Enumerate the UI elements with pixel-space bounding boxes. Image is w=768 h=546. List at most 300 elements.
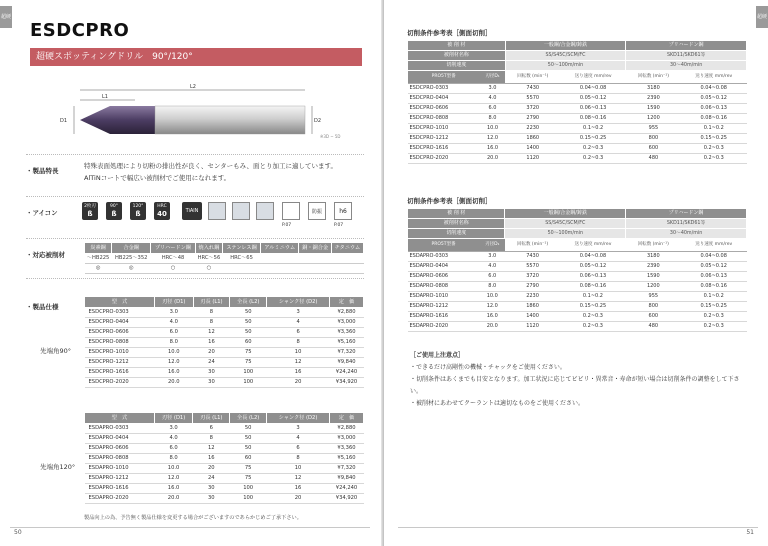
- table-cell: ¥9,840: [330, 358, 364, 368]
- table-cell: 10.0: [154, 464, 193, 474]
- cutting-table-title: 切削条件参考表［側面切削］: [407, 29, 492, 37]
- table-row: [85, 378, 364, 388]
- table-cell: 16.0: [154, 484, 193, 494]
- table-row: [85, 368, 364, 378]
- table-row: [408, 272, 747, 282]
- table-cell: 0.2~0.3: [681, 144, 746, 154]
- table-row: [408, 282, 747, 292]
- table-cell: 2390: [626, 94, 681, 104]
- table-cell: ESDAPRO-2020: [408, 322, 480, 332]
- table-row: [408, 252, 747, 262]
- column-header: 50～100m/min: [505, 61, 626, 71]
- page-number: 51: [746, 529, 754, 536]
- table-row: [408, 84, 747, 94]
- column-header: プリハードン鋼: [626, 41, 747, 51]
- suitability-row: ◎ ◎ ○ ○: [85, 264, 364, 274]
- table-cell: 20.0: [154, 494, 193, 504]
- notice-line: ・被削材にあわせてクーラントは適切なものをご使用ください。: [410, 400, 585, 407]
- table-row: [408, 292, 747, 302]
- table-cell: 12.0: [480, 302, 505, 312]
- table-cell: ¥9,840: [329, 474, 363, 484]
- table-cell: 100: [230, 378, 267, 388]
- table-cell: ESDCPRO-0404: [408, 94, 480, 104]
- column-header: 切削速度: [408, 229, 505, 239]
- table-cell: ESDCPRO-1212: [85, 358, 155, 368]
- table-cell: ¥34,920: [330, 378, 364, 388]
- table-cell: 0.08~0.16: [681, 114, 746, 124]
- table-row: [85, 318, 364, 328]
- table-row: [85, 474, 364, 484]
- table-cell: 0.08~0.16: [560, 282, 626, 292]
- drill-tip: [80, 106, 155, 134]
- coating-icon: TiAlN: [182, 202, 202, 220]
- table-cell: 3180: [626, 252, 681, 262]
- table-cell: 3: [267, 308, 330, 318]
- table-cell: 1120: [505, 154, 560, 164]
- table-row: [408, 154, 747, 164]
- table-cell: 0.2~0.3: [560, 154, 625, 164]
- column-header: シャンク径 (D2): [267, 297, 330, 308]
- column-header: 被削材名称: [408, 219, 505, 229]
- table-cell: 0.1~0.2: [681, 292, 747, 302]
- table-cell: 20: [267, 494, 330, 504]
- page-ref: P.07: [282, 223, 292, 228]
- table-cell: ESDCPRO-0303: [408, 84, 480, 94]
- table-cell: 30: [193, 368, 230, 378]
- notice-title: ［ご使用上注意点］: [410, 352, 465, 359]
- column-header: 刃径D₁: [480, 239, 505, 252]
- table-row: [408, 322, 747, 332]
- table-row: [85, 424, 364, 434]
- table-cell: 1200: [626, 114, 681, 124]
- table-row: [408, 104, 747, 114]
- table-row: [85, 348, 364, 358]
- table-cell: 0.1~0.2: [560, 124, 625, 134]
- table-cell: 8.0: [480, 282, 505, 292]
- notice-line: ・切削条件はあくまでも目安となります。加工状況に応じてビビリ・異常音・寿命が短い場合は切削条件の調整をして下さい。: [410, 376, 740, 395]
- table-cell: ESDCPRO-2020: [85, 378, 155, 388]
- table-cell: 1860: [505, 302, 560, 312]
- table-cell: 12: [267, 474, 330, 484]
- angle-90-icon: 90° ß: [106, 202, 122, 220]
- table-cell: 0.1~0.2: [560, 292, 626, 302]
- table-cell: 0.08~0.16: [560, 114, 625, 124]
- divider: [26, 278, 364, 279]
- table-cell: 0.04~0.08: [681, 252, 747, 262]
- column-header: 切削速度: [408, 61, 506, 71]
- table-cell: 1590: [626, 104, 681, 114]
- table-cell: 0.2~0.3: [681, 312, 747, 322]
- cutting-table-title: 切削条件参考表［側面切削］: [407, 197, 492, 205]
- centering-icon: [256, 202, 274, 220]
- table-cell: 4.0: [154, 434, 193, 444]
- table-cell: ESDAPRO-1010: [85, 464, 155, 474]
- column-header: 回転数 (min⁻¹): [626, 71, 681, 84]
- table-cell: 0.08~0.16: [681, 282, 747, 292]
- table-cell: 50: [230, 308, 267, 318]
- table-cell: 0.15~0.25: [560, 134, 625, 144]
- chamfer-icon: [208, 202, 226, 220]
- feature-line: AlTiNコートで幅広い被削材でご使用になれます。: [84, 174, 231, 182]
- table-cell: 0.04~0.08: [560, 84, 625, 94]
- table-cell: 6.0: [154, 444, 193, 454]
- column-header: 回転数 (min⁻¹): [505, 71, 560, 84]
- table-cell: ESDCPRO-2020: [408, 154, 480, 164]
- table-cell: 0.2~0.3: [681, 154, 746, 164]
- table-cell: 3.0: [154, 308, 193, 318]
- table-cell: 0.15~0.25: [681, 302, 747, 312]
- footer-line: [10, 527, 370, 528]
- table-cell: ¥3,360: [329, 444, 363, 454]
- table-cell: 8: [193, 434, 230, 444]
- table-row: [408, 312, 747, 322]
- vibration-icon: 防振: [308, 202, 326, 220]
- table-cell: 5570: [505, 262, 560, 272]
- category-tab: 超硬: [756, 6, 768, 28]
- flute-count-icon: 2枚刃 ß: [82, 202, 98, 220]
- table-cell: 16.0: [154, 368, 193, 378]
- table-cell: ¥3,000: [329, 434, 363, 444]
- table-cell: ESDCPRO-0606: [85, 328, 155, 338]
- angle-120-label: 先端角120°: [40, 463, 76, 471]
- divider: [26, 154, 364, 155]
- column-header: プリハードン鋼: [626, 209, 747, 219]
- product-title: ESDCPRO: [30, 20, 130, 41]
- table-cell: ESDAPRO-0808: [408, 282, 480, 292]
- table-cell: 75: [230, 348, 267, 358]
- table-cell: 10.0: [480, 124, 505, 134]
- table-row: [408, 94, 747, 104]
- table-row: [85, 464, 364, 474]
- spot-drill-icon: [232, 202, 250, 220]
- cutting-table-2: [407, 208, 747, 332]
- table-cell: ¥7,320: [329, 464, 363, 474]
- tool-drawing: [60, 78, 360, 148]
- table-cell: ESDCPRO-1616: [85, 368, 155, 378]
- table-cell: ESDCPRO-1010: [408, 124, 480, 134]
- table-cell: 16: [193, 454, 230, 464]
- table-cell: 3: [267, 424, 330, 434]
- material-header: アルミニウム: [261, 243, 299, 254]
- notice-line: ・できるだけ高剛性の機械・チャックをご使用ください。: [410, 364, 566, 371]
- material-header: 銅・銅合金: [299, 243, 331, 254]
- table-cell: 8.0: [480, 114, 505, 124]
- features-heading: ・ 製品特長: [26, 166, 59, 175]
- table-cell: 1860: [505, 134, 560, 144]
- table-cell: 20.0: [480, 154, 505, 164]
- footnote: 製品向上の為、予告無く製品仕様を変更する場合がございますのであらかじめご了承下さい。: [84, 515, 302, 521]
- table-cell: 0.05~0.12: [560, 262, 626, 272]
- usage-notice: [410, 350, 750, 410]
- table-row: [85, 308, 364, 318]
- table-cell: 7430: [505, 252, 560, 262]
- table-cell: 20: [193, 464, 230, 474]
- divider: [26, 196, 364, 197]
- table-cell: 16.0: [480, 312, 505, 322]
- angle-120-icon: 120° ß: [130, 202, 146, 220]
- column-header: 被削材名称: [408, 51, 506, 61]
- table-cell: 1400: [505, 144, 560, 154]
- table-cell: 50: [230, 424, 267, 434]
- table-cell: ESDAPRO-0808: [85, 454, 155, 464]
- table-cell: 30: [193, 378, 230, 388]
- table-cell: 60: [230, 454, 267, 464]
- table-cell: 12: [193, 328, 230, 338]
- table-cell: ESDAPRO-1616: [408, 312, 480, 322]
- table-cell: 30: [193, 484, 230, 494]
- speed-row: [408, 229, 747, 239]
- table-cell: 4.0: [154, 318, 193, 328]
- table-cell: 3720: [505, 272, 560, 282]
- icons-heading: ・ アイコン: [26, 208, 58, 217]
- table-cell: 0.05~0.12: [560, 94, 625, 104]
- table-cell: 30: [193, 494, 230, 504]
- table-cell: ESDCPRO-0808: [85, 338, 155, 348]
- table-cell: ESDCPRO-1212: [408, 134, 480, 144]
- table-cell: ESDAPRO-1010: [408, 292, 480, 302]
- table-cell: 20: [193, 348, 230, 358]
- table-cell: 75: [230, 464, 267, 474]
- table-row: [408, 134, 747, 144]
- feature-line: 特殊表面処理により切粉の排出性が良く、センターもみ、面とり加工に適しています。: [84, 162, 337, 170]
- table-cell: 12.0: [154, 474, 193, 484]
- table-cell: 4: [267, 318, 330, 328]
- l2-label: L2: [190, 84, 196, 90]
- column-header: 刃長 (L1): [193, 297, 230, 308]
- column-header: 被 削 材: [408, 41, 506, 51]
- divider: [26, 238, 364, 239]
- column-header: SKD11/SKD61等: [626, 51, 747, 61]
- table-cell: 50: [230, 434, 267, 444]
- table-row: [408, 302, 747, 312]
- table-cell: 8: [267, 338, 330, 348]
- column-header: シャンク径 (D2): [267, 413, 330, 424]
- table-cell: 8: [193, 318, 230, 328]
- table-cell: 800: [626, 302, 681, 312]
- table-cell: ESDAPRO-0606: [85, 444, 155, 454]
- table-cell: 6: [193, 424, 230, 434]
- column-header: 一般鋼/合金鋼/鋳鉄: [505, 209, 626, 219]
- column-header: SS/S45C/SCM/FC: [505, 219, 626, 229]
- table-cell: 3720: [505, 104, 560, 114]
- table-cell: 1400: [505, 312, 560, 322]
- table-cell: 800: [626, 134, 681, 144]
- material-header: プリハードン鋼: [151, 243, 196, 254]
- table-cell: ¥5,160: [330, 338, 364, 348]
- table-cell: 480: [626, 154, 681, 164]
- hardness-row: ～HB225 HB225～352 HRC～48 HRC～56 HRC～65: [85, 254, 364, 264]
- table-cell: ESDCPRO-0606: [408, 104, 480, 114]
- table-cell: 4: [267, 434, 330, 444]
- table-cell: 24: [193, 358, 230, 368]
- table-cell: 7430: [505, 84, 560, 94]
- column-header: 送り速度 mm/rev: [560, 71, 625, 84]
- spec-header-row: [85, 413, 364, 424]
- table-cell: 8.0: [154, 338, 193, 348]
- angle-90-label: 先端角90°: [40, 347, 72, 355]
- table-cell: ¥24,240: [329, 484, 363, 494]
- subheader-row: [408, 239, 747, 252]
- table-cell: 8: [193, 308, 230, 318]
- category-tab: 超硬: [0, 6, 12, 28]
- table-cell: 6.0: [154, 328, 193, 338]
- table-cell: 50: [230, 444, 267, 454]
- table-cell: 1200: [626, 282, 681, 292]
- table-cell: 10.0: [154, 348, 193, 358]
- table-cell: 75: [230, 358, 267, 368]
- column-header: 定 価: [330, 297, 364, 308]
- table-cell: 6: [267, 328, 330, 338]
- table-cell: ESDAPRO-0303: [408, 252, 480, 262]
- table-row: [85, 434, 364, 444]
- table-cell: ESDAPRO-0404: [408, 262, 480, 272]
- table-row: [85, 484, 364, 494]
- column-header: 送り速度 mm/rev: [560, 239, 626, 252]
- table-cell: 600: [626, 312, 681, 322]
- table-cell: 10: [267, 348, 330, 358]
- tolerance-icon: h6: [334, 202, 352, 220]
- subheader-row: [408, 71, 747, 84]
- table-row: [85, 338, 364, 348]
- column-header: 刃径 (D1): [154, 297, 193, 308]
- spec-table-90: [84, 296, 364, 388]
- table-cell: 24: [193, 474, 230, 484]
- table-cell: 0.06~0.13: [681, 104, 746, 114]
- table-cell: ESDAPRO-0606: [408, 272, 480, 282]
- table-cell: 955: [626, 124, 681, 134]
- table-cell: 3.0: [480, 252, 505, 262]
- material-header: 合金鋼: [112, 243, 151, 254]
- shank-icon: [282, 202, 300, 220]
- column-header: 被 削 材: [408, 209, 505, 219]
- table-cell: 20: [267, 378, 330, 388]
- table-cell: ¥34,920: [329, 494, 363, 504]
- table-cell: 12.0: [154, 358, 193, 368]
- material-name-row: [408, 219, 747, 229]
- table-cell: 8: [267, 454, 330, 464]
- materials-table: [84, 242, 364, 274]
- table-cell: 2390: [626, 262, 681, 272]
- table-row: [85, 494, 364, 504]
- table-row: [85, 358, 364, 368]
- table-cell: 0.04~0.08: [681, 84, 746, 94]
- table-cell: ¥5,160: [329, 454, 363, 464]
- table-cell: 100: [230, 368, 267, 378]
- table-cell: 8.0: [154, 454, 193, 464]
- table-cell: 12: [267, 358, 330, 368]
- materials-header-row: [85, 243, 364, 254]
- spec-header-row: [85, 297, 364, 308]
- hrc-icon: HRC 40: [154, 202, 170, 220]
- table-cell: 0.2~0.3: [560, 322, 626, 332]
- table-row: [408, 262, 747, 272]
- table-cell: ESDAPRO-0404: [85, 434, 155, 444]
- d1-label: D1: [60, 118, 68, 124]
- table-cell: 10.0: [480, 292, 505, 302]
- table-cell: 2790: [505, 282, 560, 292]
- column-header: 型 式: [85, 297, 155, 308]
- table-cell: ESDAPRO-1616: [85, 484, 155, 494]
- table-cell: 20.0: [480, 322, 505, 332]
- material-header: ステンレス鋼: [223, 243, 261, 254]
- drill-shank: [155, 106, 305, 134]
- table-cell: 6.0: [480, 272, 505, 282]
- table-cell: 3180: [626, 84, 681, 94]
- column-header: 回転数 (min⁻¹): [505, 239, 560, 252]
- column-header: 全長 (L2): [230, 297, 267, 308]
- table-cell: 100: [230, 494, 267, 504]
- table-cell: ¥3,000: [330, 318, 364, 328]
- column-header: 送り速度 mm/rev: [681, 71, 746, 84]
- column-header: 刃径D₁: [480, 71, 505, 84]
- table-cell: 75: [230, 474, 267, 484]
- table-cell: 3.0: [480, 84, 505, 94]
- table-cell: 16.0: [480, 144, 505, 154]
- table-cell: 0.2~0.3: [560, 312, 626, 322]
- table-cell: ¥24,240: [330, 368, 364, 378]
- l1-label: L1: [102, 94, 108, 100]
- table-cell: ESDCPRO-1010: [85, 348, 155, 358]
- table-cell: 0.05~0.12: [681, 262, 747, 272]
- table-cell: 0.2~0.3: [560, 144, 625, 154]
- table-cell: 60: [230, 338, 267, 348]
- column-header: 回転数 (min⁻¹): [626, 239, 681, 252]
- table-cell: 600: [626, 144, 681, 154]
- table-cell: 100: [230, 484, 267, 494]
- table-cell: 20.0: [154, 378, 193, 388]
- column-header: PRO5T型番: [408, 71, 480, 84]
- table-cell: 0.15~0.25: [560, 302, 626, 312]
- table-cell: 10: [267, 464, 330, 474]
- table-cell: 0.05~0.12: [681, 94, 746, 104]
- table-cell: 0.04~0.08: [560, 252, 626, 262]
- spec-heading: ・ 製品仕様: [26, 302, 59, 311]
- table-cell: 4.0: [480, 94, 505, 104]
- right-page: [384, 0, 768, 546]
- speed-row: [408, 61, 747, 71]
- table-cell: ESDCPRO-0303: [85, 308, 155, 318]
- table-cell: 480: [626, 322, 681, 332]
- column-header: 定 価: [329, 413, 363, 424]
- table-cell: 5570: [505, 94, 560, 104]
- table-cell: 0.2~0.3: [681, 322, 747, 332]
- page-number: 50: [14, 529, 22, 536]
- table-cell: ¥7,320: [330, 348, 364, 358]
- column-header: 一般鋼/合金鋼/鋳鉄: [505, 41, 626, 51]
- column-header: SS/S45C/SCM/FC: [505, 51, 626, 61]
- table-cell: 2790: [505, 114, 560, 124]
- table-cell: 12: [193, 444, 230, 454]
- material-header: 焼入れ鋼: [195, 243, 222, 254]
- material-header: チタニウム: [331, 243, 363, 254]
- table-cell: 16: [267, 368, 330, 378]
- column-header: 刃径 (D1): [154, 413, 193, 424]
- material-header-row: [408, 41, 747, 51]
- column-header: SKD11/SKD61等: [626, 219, 747, 229]
- table-cell: ESDAPRO-2020: [85, 494, 155, 504]
- table-cell: ¥2,880: [329, 424, 363, 434]
- table-cell: 1120: [505, 322, 560, 332]
- table-row: [85, 328, 364, 338]
- table-cell: 955: [626, 292, 681, 302]
- features-text: [84, 160, 364, 184]
- table-cell: 50: [230, 328, 267, 338]
- table-cell: ESDAPRO-1212: [408, 302, 480, 312]
- column-header: 送り速度 mm/rev: [681, 239, 747, 252]
- icon-row: [82, 202, 362, 242]
- table-row: [408, 144, 747, 154]
- spec-table-120: [84, 412, 364, 504]
